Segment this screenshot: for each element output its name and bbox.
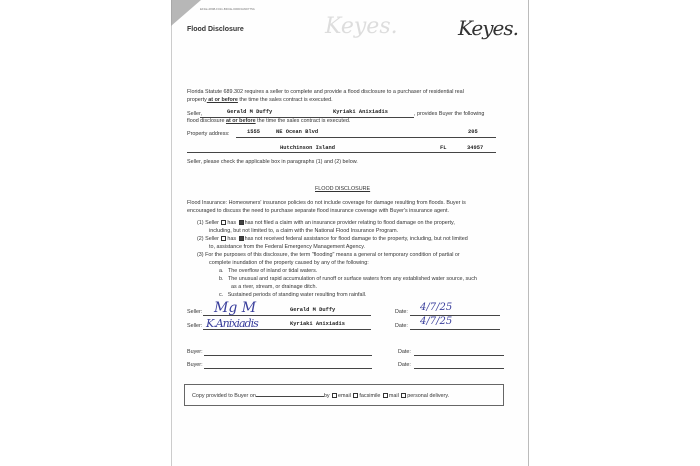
address-unit: 205	[468, 129, 478, 135]
item-2-cont: to, assistance from the Federal Emergency Management Agency.	[209, 244, 366, 250]
insurance-line-2: encouraged to discuss the need to purchase separate flood insurance coverage with Buyer's insurance agent.	[187, 208, 450, 214]
buyer-1-date-label: Date:	[398, 349, 411, 355]
mail-checkbox[interactable]	[383, 393, 388, 398]
date-1-label: Date:	[395, 309, 408, 315]
seller-1-label: Seller:	[187, 309, 203, 315]
email-checkbox[interactable]	[332, 393, 337, 398]
address-label: Property address:	[187, 131, 230, 137]
buyer-2-label: Buyer:	[187, 362, 203, 368]
watermark-logo: Keyes.	[325, 14, 398, 39]
seller-label: Seller,	[187, 111, 202, 117]
insurance-line-1: Flood Insurance: Homeowners' insurance policies do not include coverage for damage resulting from floods. Buyer is	[187, 200, 466, 206]
item-1: (1) Seller has has not filed a claim with an insurance provider relating to flood damage on the property,	[197, 220, 455, 226]
seller-2-signature: K.Anixiadis	[206, 317, 258, 330]
item-3c: c. Sustained periods of standing water resulting from rainfall.	[219, 292, 367, 298]
seller-2-printed: Kyriaki Anixiadis	[290, 321, 345, 327]
keyes-logo: Keyes.	[458, 16, 518, 40]
item-3: (3) For the purposes of this disclosure, the term "flooding" means a general or temporary condition of partial or	[197, 252, 460, 258]
date-2-value: 4/7/25	[420, 316, 453, 327]
address-state: FL	[440, 145, 447, 151]
statute-line-1: Florida Statute 689.302 requires a seller to complete and provide a flood disclosure to a purchaser of residential real	[187, 89, 464, 95]
page-fold	[171, 0, 201, 26]
address-zip: 34957	[467, 145, 484, 151]
personal-delivery-checkbox[interactable]	[401, 393, 406, 398]
seller-2-name: Kyriaki Anixiadis	[333, 109, 388, 115]
seller-1-signature: Mg M	[214, 300, 257, 316]
item-2: (2) Seller has has not received federal assistance for flood damage to the property, including, but not limited	[197, 236, 468, 242]
copy-provided-line: Copy provided to Buyer on by email facsimile mail personal delivery.	[192, 393, 450, 399]
facsimile-checkbox[interactable]	[353, 393, 358, 398]
seller-line-2: flood disclosure at or before the time the sales contract is executed.	[187, 118, 351, 124]
item-3-cont: complete inundation of the property caused by any of the following:	[209, 260, 369, 266]
item-1-has-checkbox[interactable]	[221, 220, 226, 225]
item-3a: a. The overflow of inland or tidal waters.	[219, 268, 318, 274]
copy-provided-box	[184, 384, 504, 406]
date-2-label: Date:	[395, 323, 408, 329]
page-title: Flood Disclosure	[187, 26, 244, 33]
item-2-has-checkbox[interactable]	[221, 236, 226, 241]
item-1-cont: including, but not limited to, a claim with the National Flood Insurance Program.	[209, 228, 399, 234]
document-id: EF1E-2808-F011-BDCE-000D3A6D775A	[200, 7, 255, 11]
item-1-has-not-checkbox[interactable]	[239, 220, 244, 225]
address-street: NE Ocean Blvd	[276, 129, 319, 135]
buyer-2-date-label: Date:	[398, 362, 411, 368]
item-2-has-not-checkbox[interactable]	[239, 236, 244, 241]
seller-2-label: Seller:	[187, 323, 203, 329]
seller-line-tail: , provides Buyer the following	[414, 111, 485, 117]
seller-1-name: Gerald M Duffy	[227, 109, 273, 115]
section-heading: FLOOD DISCLOSURE	[315, 186, 371, 192]
instruction: Seller, please check the applicable box in paragraphs (1) and (2) below.	[187, 159, 358, 165]
statute-line-2: property at or before the time the sales contract is executed.	[187, 97, 333, 103]
buyer-1-label: Buyer:	[187, 349, 203, 355]
seller-1-printed: Gerald M Duffy	[290, 307, 336, 313]
address-number: 1555	[247, 129, 260, 135]
date-1-value: 4/7/25	[420, 302, 453, 313]
item-3b: b. The unusual and rapid accumulation of runoff or surface waters from any established water source, such	[219, 276, 477, 282]
address-city: Hutchinson Island	[280, 145, 335, 151]
item-3b-cont: as a river, stream, or drainage ditch.	[231, 284, 317, 290]
